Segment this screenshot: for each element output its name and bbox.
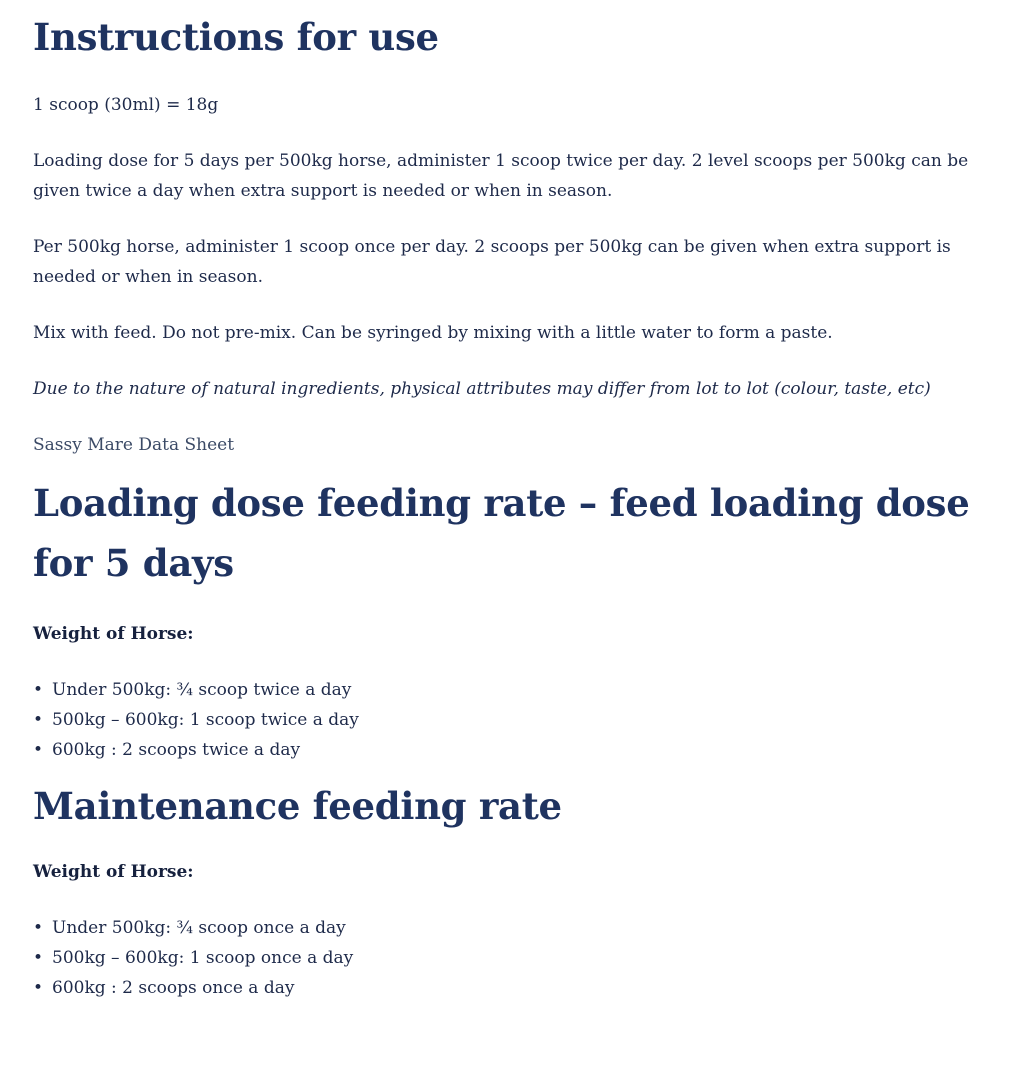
list-item-text: 500kg – 600kg: 1 scoop once a day [52, 948, 354, 968]
scoop-size-text: 1 scoop (30ml) = 18g [33, 95, 219, 115]
list-item-text: 600kg : 2 scoops twice a day [52, 740, 301, 760]
list-item [33, 675, 983, 705]
maintenance-paragraph: Per 500kg horse, administer 1 scoop once per day. 2 scoops per 500kg can be given when extra support is needed or when in season. [33, 237, 951, 287]
loading-dose-paragraph: Loading dose for 5 days per 500kg horse, administer 1 scoop twice per day. 2 level scoops per 500kg can be given twice a day when extra support is needed or when in season. [33, 151, 969, 201]
maintenance-weight-label: Weight of Horse: [33, 862, 194, 882]
list-item [33, 973, 983, 1003]
mixing-paragraph: Mix with feed. Do not pre-mix. Can be syringed by mixing with a little water to form a paste. [33, 323, 833, 343]
maintenance-list [33, 913, 983, 1003]
list-item-text: Under 500kg: ¾ scoop twice a day [52, 680, 352, 700]
loading-weight-label: Weight of Horse: [33, 624, 194, 644]
list-item [33, 705, 983, 735]
loading-dose-list [33, 675, 983, 765]
list-item-text: 500kg – 600kg: 1 scoop twice a day [52, 710, 359, 730]
disclaimer-paragraph: Due to the nature of natural ingredients, physical attributes may differ from lot to lot (colour, taste, etc) [33, 379, 931, 399]
list-item-text: Under 500kg: ¾ scoop once a day [52, 918, 346, 938]
bullet-icon: • [33, 948, 44, 968]
list-item [33, 943, 983, 973]
list-item [33, 913, 983, 943]
bullet-icon: • [33, 680, 44, 700]
bullet-icon: • [33, 978, 44, 998]
bullet-icon: • [33, 740, 44, 760]
data-sheet-link[interactable]: Sassy Mare Data Sheet [33, 435, 235, 455]
maintenance-heading: Maintenance feeding rate [33, 784, 562, 828]
loading-dose-heading: Loading dose feeding rate – feed loading dose for 5 days [33, 481, 970, 585]
bullet-icon: • [33, 710, 44, 730]
instructions-heading: Instructions for use [33, 15, 439, 59]
list-item [33, 735, 983, 765]
bullet-icon: • [33, 918, 44, 938]
list-item-text: 600kg : 2 scoops once a day [52, 978, 295, 998]
